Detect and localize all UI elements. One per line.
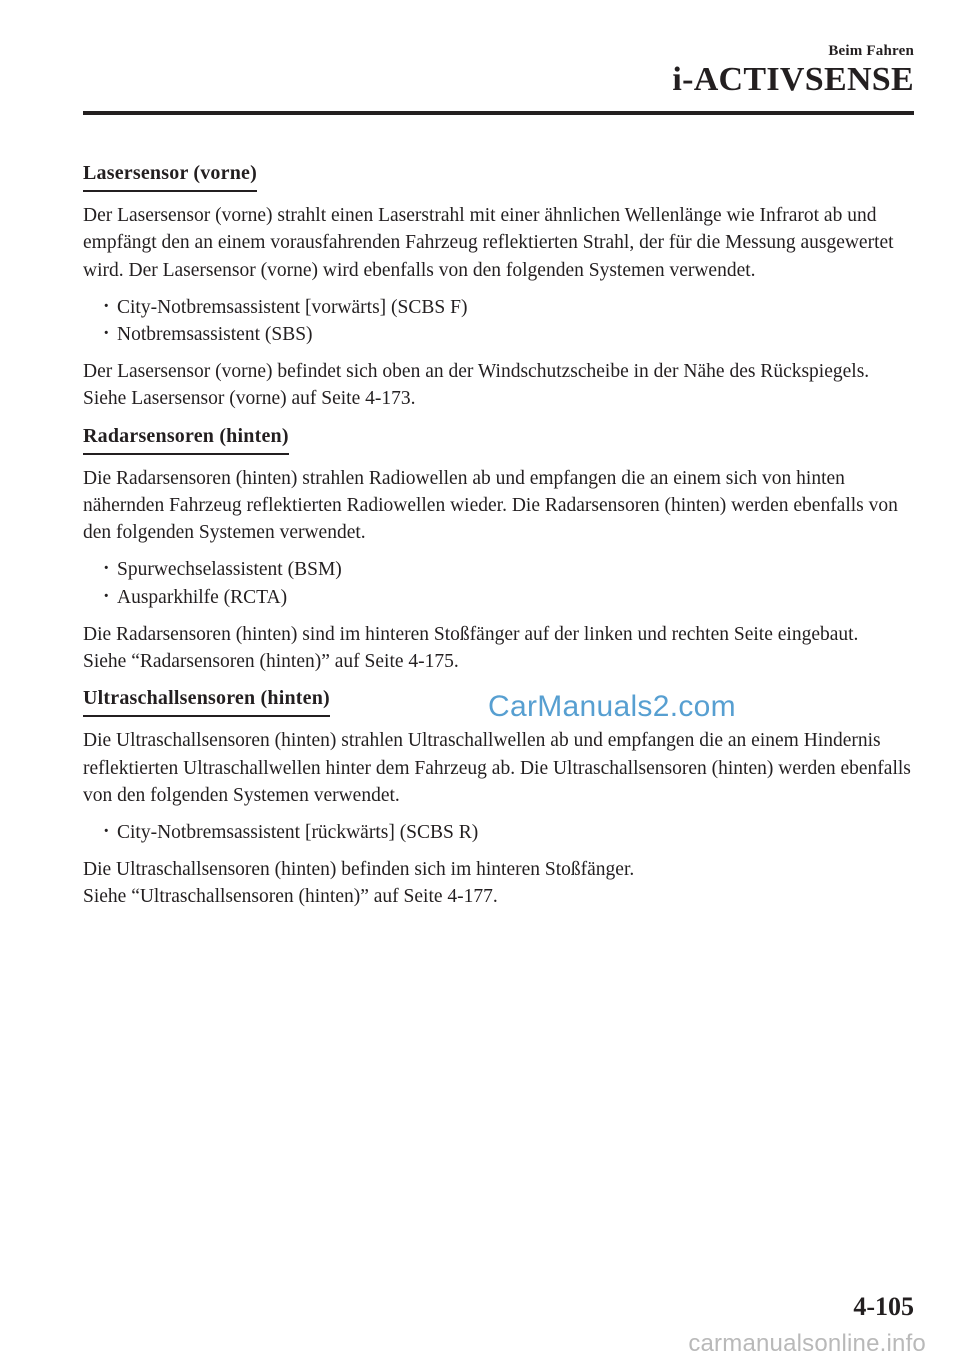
page-reference: Siehe “Radarsensoren (hinten)” auf Seite 4-175.	[83, 651, 459, 673]
list-item	[103, 819, 913, 846]
list-item	[103, 294, 913, 321]
section-title: Ultraschallsensoren (hinten)	[83, 685, 330, 717]
page-content	[83, 160, 913, 921]
header-rule	[83, 111, 914, 115]
section-intro: Der Lasersensor (vorne) strahlt einen Laserstrahl mit einer ähnlichen Wellenlänge wie Infrarot ab und empfängt den an einem vorausfahrenden Fahrzeug reflektierten Strahl, der für die Messung ausgewertet wird. Der Lasersensor (vorne) wird ebenfalls von den folgenden Systemen verwendet.	[83, 205, 894, 281]
footer-watermark-url: carmanualsonline.info	[688, 1330, 926, 1357]
system-list	[83, 294, 913, 348]
section-intro: Die Ultraschallsensoren (hinten) strahlen Ultraschallwellen ab und empfangen die an einem Hindernis reflektierten Ultraschallwellen hinter dem Fahrzeug ab. Die Ultraschallsensoren (hinten) werden ebenfalls von den folgenden Systemen verwendet.	[83, 730, 911, 806]
list-item-text: Notbremsassistent (SBS)	[117, 324, 313, 346]
location-paragraph	[83, 856, 913, 910]
list-item-text: City-Notbremsassistent [rückwärts] (SCBS R)	[117, 822, 479, 844]
list-item	[103, 584, 913, 611]
list-item-text: Ausparkhilfe (RCTA)	[117, 586, 288, 608]
section-intro: Die Radarsensoren (hinten) strahlen Radiowellen ab und empfangen die an einem sich von hinten nähernden Fahrzeug reflektierten Radiowellen wieder. Die Radarsensoren (hinten) werden ebenfalls von den folgenden Systemen verwendet.	[83, 467, 898, 544]
list-item	[103, 556, 913, 583]
chapter-label: Beim Fahren	[828, 43, 914, 59]
page-reference: Siehe “Ultraschallsensoren (hinten)” auf Seite 4-177.	[83, 886, 498, 908]
bullet-icon: ·	[103, 323, 110, 345]
location-text: Die Ultraschallsensoren (hinten) befinden sich im hinteren Stoßfänger.	[83, 859, 635, 881]
location-paragraph	[83, 621, 913, 675]
location-paragraph	[83, 358, 913, 412]
location-text: Die Radarsensoren (hinten) sind im hinteren Stoßfänger auf der linken und rechten Seite eingebaut.	[83, 623, 859, 645]
section-radarsensoren	[83, 423, 913, 676]
list-item-text: Spurwechselassistent (BSM)	[117, 559, 342, 581]
section-header-title: i-ACTIVSENSE	[672, 61, 914, 98]
list-item-text: City-Notbremsassistent [vorwärts] (SCBS F)	[117, 296, 468, 318]
page-reference: Siehe Lasersensor (vorne) auf Seite 4-173.	[83, 388, 416, 410]
bullet-icon: ·	[103, 585, 110, 607]
bullet-icon: ·	[103, 821, 110, 843]
system-list	[83, 556, 913, 610]
bullet-icon: ·	[103, 295, 110, 317]
section-title: Radarsensoren (hinten)	[83, 423, 289, 455]
section-lasersensor	[83, 160, 913, 413]
system-list	[83, 819, 913, 846]
section-title: Lasersensor (vorne)	[83, 160, 257, 192]
location-text: Der Lasersensor (vorne) befindet sich oben an der Windschutzscheibe in der Nähe des Rückspiegels.	[83, 361, 870, 383]
page-number: 4-105	[853, 1292, 914, 1321]
bullet-icon: ·	[103, 558, 110, 580]
list-item	[103, 321, 913, 348]
watermark-logo: CarManuals2.com	[488, 690, 736, 723]
